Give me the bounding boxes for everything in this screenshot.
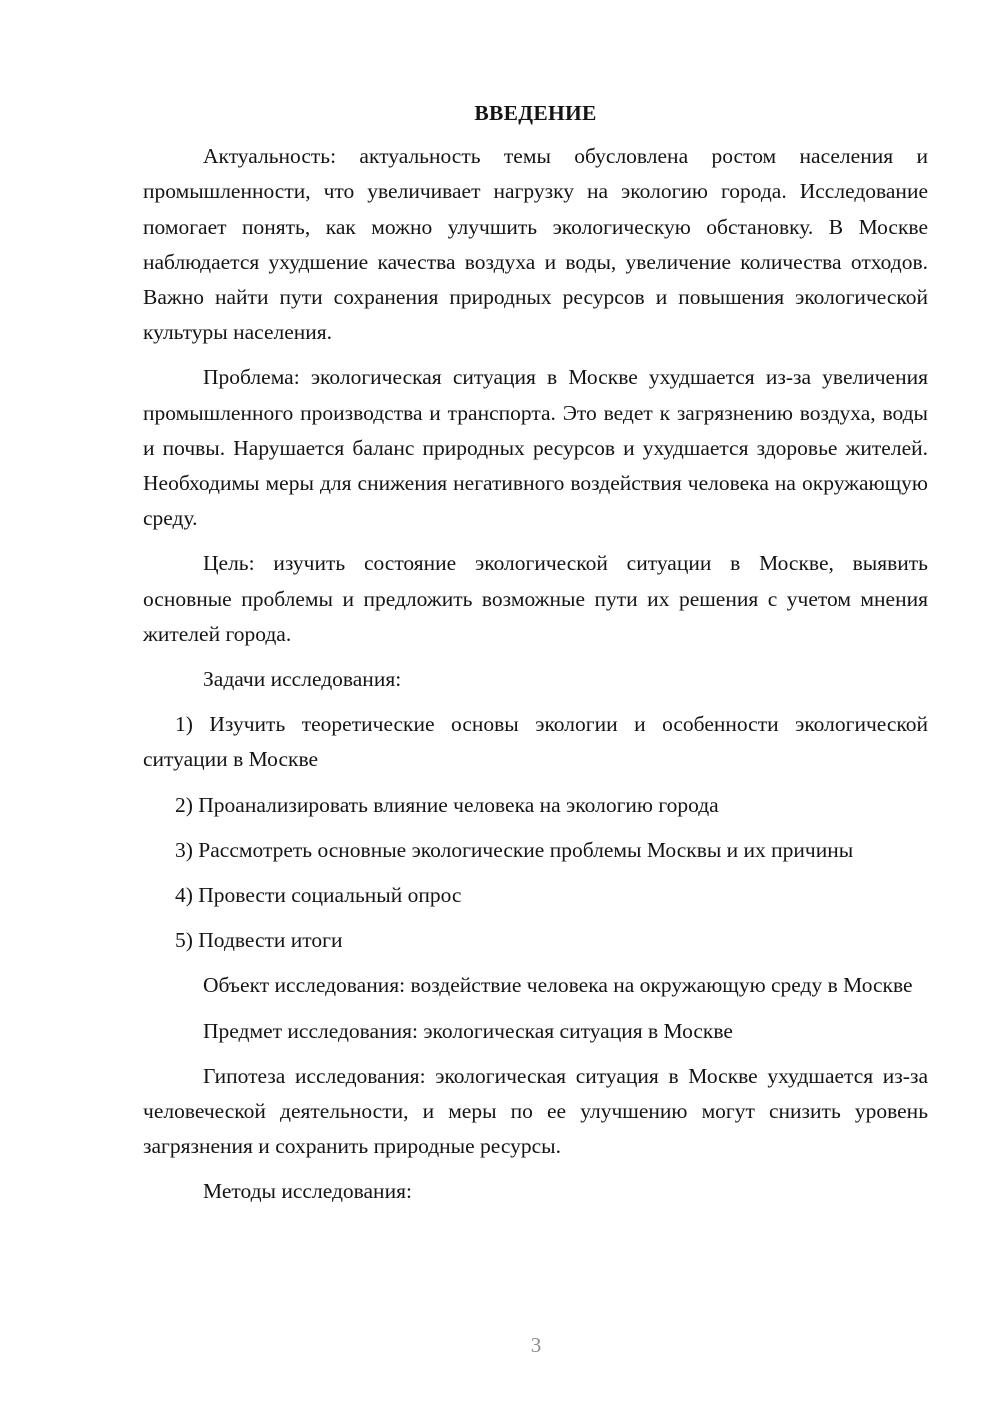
- paragraph-subject: Предмет исследования: экологическая ситуация в Москве: [203, 1018, 733, 1043]
- paragraph-tasks-heading: Задачи исследования:: [203, 667, 402, 692]
- task-item-2: 2) Проанализировать влияние человека на экологию города: [175, 792, 719, 817]
- paragraph-relevance: Актуальность: актуальность темы обусловлена ростом населения и промышленности, что увеличивает нагрузку на экологию города. Исследование помогает понять, как можно улучшить экологическую обстановку. В Москве наблюдается ухудшение качества воздуха и воды, увеличение количества отходов. Важно найти пути сохранения природных ресурсов и повышения экологической культуры населения.: [143, 144, 928, 345]
- task-item-5: 5) Подвести итоги: [175, 928, 343, 953]
- task-item-3: 3) Рассмотреть основные экологические проблемы Москвы и их причины: [175, 837, 854, 862]
- section-title: ВВЕДЕНИЕ: [474, 101, 597, 125]
- paragraph-hypothesis: Гипотеза исследования: экологическая ситуация в Москве ухудшается из-за человеческой деятельности, и меры по ее улучшению могут снизить уровень загрязнения и сохранить природные ресурсы.: [143, 1063, 928, 1159]
- task-item-1: 1) Изучить теоретические основы экологии и особенности экологической ситуации в Москве: [143, 712, 928, 772]
- task-item-4: 4) Провести социальный опрос: [175, 883, 462, 908]
- paragraph-problem: Проблема: экологическая ситуация в Москве ухудшается из-за увеличения промышленного производства и транспорта. Это ведет к загрязнению воздуха, воды и почвы. Нарушается баланс природных ресурсов и ухудшается здоровье жителей. Необходимы меры для снижения негативного воздействия человека на окружающую среду.: [143, 365, 928, 531]
- paragraph-object: Объект исследования: воздействие человека на окружающую среду в Москве: [203, 973, 913, 998]
- document-page: [143, 96, 928, 1220]
- page-number: 3: [530, 1333, 542, 1357]
- paragraph-goal: Цель: изучить состояние экологической ситуации в Москве, выявить основные проблемы и предложить возможные пути их решения с учетом мнения жителей города.: [143, 551, 928, 646]
- paragraph-methods: Методы исследования:: [203, 1179, 412, 1204]
